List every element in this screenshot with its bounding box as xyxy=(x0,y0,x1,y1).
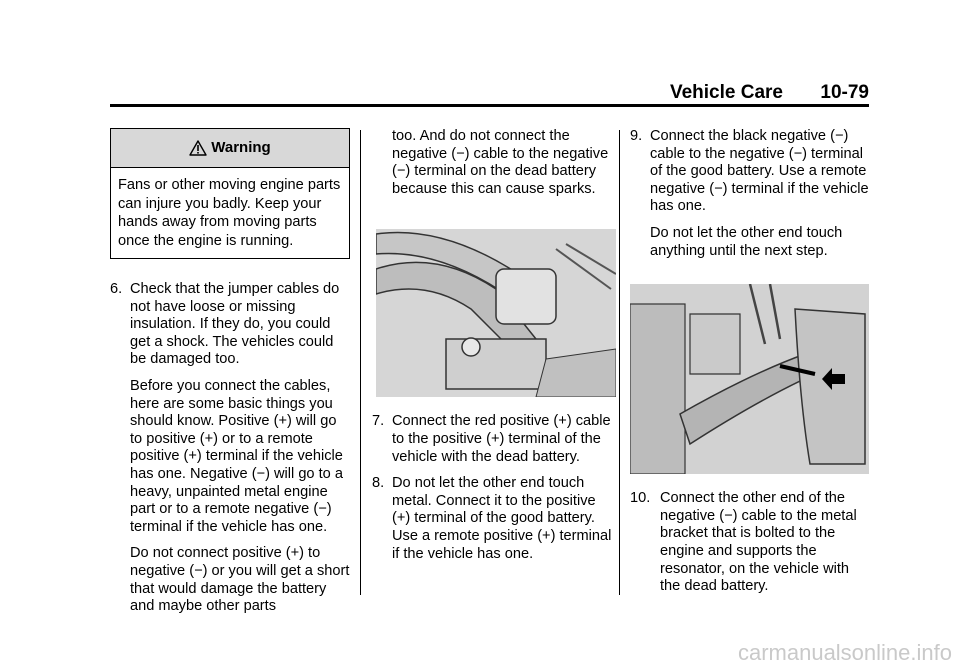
step-text: Do not let the other end touch metal. Connect it to the positive (+) terminal of the good battery. Use a remote positive (+) terminal if the vehicle has one. xyxy=(392,475,612,562)
step-10 xyxy=(630,490,870,596)
step-6 xyxy=(110,281,350,369)
warning-title: Warning xyxy=(211,139,271,157)
step-number: 7. xyxy=(372,413,385,430)
column-middle xyxy=(372,128,614,563)
column-divider xyxy=(619,130,620,595)
paragraph-basics: Before you connect the cables, here are some basic things you should know. Positive (+) will go to positive (+) or to a remote positive (+) terminal if the vehicle has one. Negative (−) will go to a heavy, unpainted metal engine part or to a remote negative (−) terminal if the vehicle has one. xyxy=(130,377,343,535)
step-text: Connect the red positive (+) cable to the positive (+) terminal of the vehicle with the dead battery. xyxy=(392,413,611,465)
battery-terminal-drawing xyxy=(376,229,616,397)
paragraph-continued: too. And do not connect the negative (−) cable to the negative (−) terminal on the dead battery because this can cause sparks. xyxy=(392,128,609,197)
step-9 xyxy=(630,128,870,216)
step-8 xyxy=(372,475,614,563)
page-number: 10-79 xyxy=(820,82,869,103)
warning-icon xyxy=(189,140,207,156)
paragraph-short-warning: Do not connect positive (+) to negative (−) or you will get a short that would damage the battery and maybe other parts xyxy=(130,545,350,615)
step-text: Connect the black negative (−) cable to the negative (−) terminal of the good battery. Use a remote negative (−) terminal if the vehicle has one. xyxy=(650,128,869,215)
step-text: Connect the other end of the negative (−) cable to the metal bracket that is bolted to the engine and supports the resonator, on the vehicle with the dead battery. xyxy=(660,490,857,595)
engine-bracket-illustration xyxy=(630,284,869,474)
column-divider xyxy=(360,130,361,595)
step-7 xyxy=(372,413,614,466)
warning-body: Fans or other moving engine parts can injure you badly. Keep your hands away from moving parts once the engine is running. xyxy=(118,177,341,249)
step-text: Check that the jumper cables do not have loose or missing insulation. If they do, you could get a shock. The vehicles could be damaged too. xyxy=(130,281,340,368)
watermark: carmanualsonline.info xyxy=(737,640,952,665)
page-header xyxy=(110,78,869,107)
battery-illustration xyxy=(376,229,616,397)
warning-header xyxy=(111,129,349,168)
step-number: 10. xyxy=(630,490,651,507)
step-number: 8. xyxy=(372,475,385,492)
column-right xyxy=(630,128,870,596)
paragraph-do-not-touch: Do not let the other end touch anything until the next step. xyxy=(650,224,843,259)
step-number: 6. xyxy=(110,281,123,297)
engine-bracket-drawing xyxy=(630,284,869,474)
warning-box xyxy=(110,128,350,259)
step-number: 9. xyxy=(630,128,643,144)
section-title: Vehicle Care xyxy=(669,82,783,103)
column-left xyxy=(110,128,350,616)
